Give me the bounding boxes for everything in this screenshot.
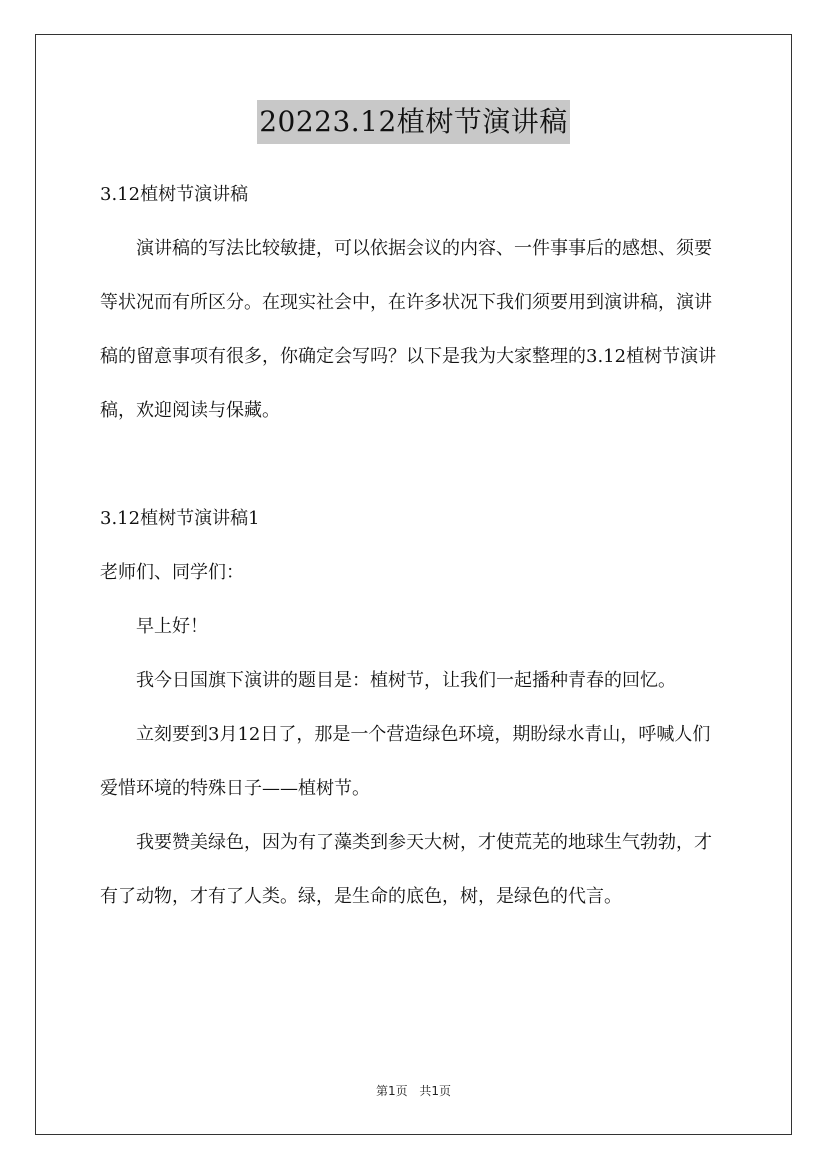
paragraph-spacer [100, 438, 728, 492]
paragraph-intro: 演讲稿的写法比较敏捷，可以依据会议的内容、一件事事后的感想、须要等状况而有所区分。在现实社会中，在许多状况下我们须要用到演讲稿，演讲稿的留意事项有很多，你确定会写吗？以下是我为大家整理的3.12植树节演讲稿，欢迎阅读与保藏。 [100, 238, 717, 421]
page-number-current: 第1页 [375, 1084, 408, 1098]
page-footer [0, 1082, 827, 1099]
paragraph-date: 立刻要到3月12日了，那是一个营造绿色环境，期盼绿水青山，呼喊人们爱惜环境的特殊日子——植树节。 [100, 724, 711, 799]
document-title: 20223.12植树节演讲稿 [257, 100, 570, 144]
paragraph-praise: 我要赞美绿色，因为有了藻类到参天大树，才使荒芜的地球生气勃勃，才有了动物，才有了人类。绿，是生命的底色，树，是绿色的代言。 [100, 832, 712, 907]
paragraph-topic: 我今日国旗下演讲的题目是：植树节，让我们一起播种青春的回忆。 [136, 670, 676, 691]
page-number-total: 共1页 [419, 1084, 452, 1098]
paragraph-subtitle: 3.12植树节演讲稿 [100, 184, 249, 205]
paragraph-section-heading: 3.12植树节演讲稿1 [100, 508, 260, 529]
document-body [100, 168, 728, 924]
paragraph-salutation: 老师们、同学们： [100, 562, 244, 583]
title-container [0, 100, 827, 144]
paragraph-greeting: 早上好！ [136, 616, 208, 637]
